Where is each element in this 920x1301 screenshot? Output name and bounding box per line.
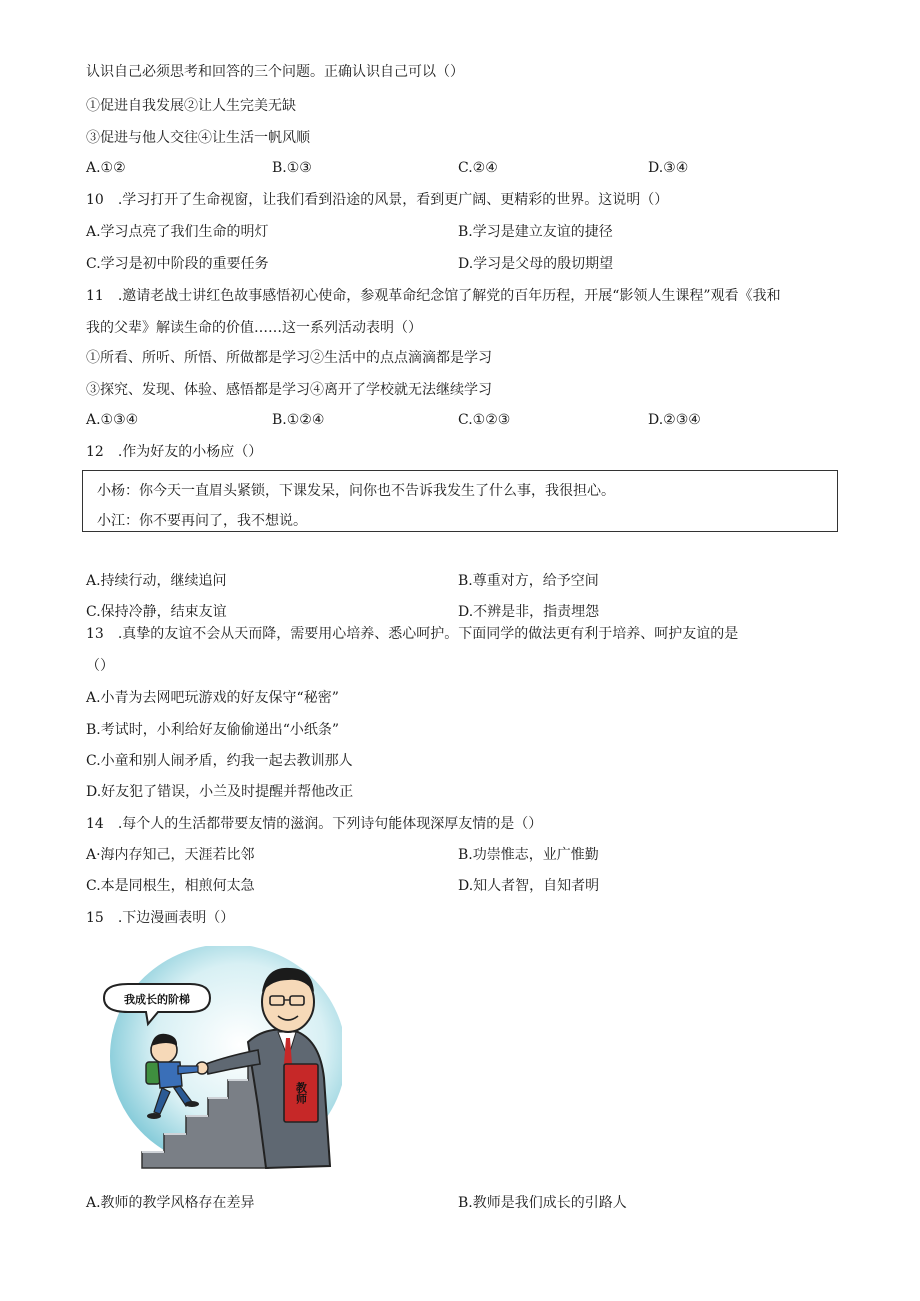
q14-option-d: D.知人者智，自知者明 [458,878,600,894]
book-label: 教师 [294,1082,308,1104]
speech-bubble-text: 我成长的阶梯 [124,993,190,1006]
q15-stem: 15 .下边漫画表明（） [86,910,235,926]
q11-option-d: D.②③④ [648,412,701,428]
q15-option-b: B.教师是我们成长的引路人 [458,1195,627,1211]
q10-option-d: D.学习是父母的殷切期望 [458,256,614,272]
q10-option-a: A.学习点亮了我们生命的明灯 [86,224,269,240]
q13-stem-line-1: 13 .真挚的友谊不会从天而降，需要用心培养、悉心呵护。下面同学的做法更有利于培养、呵护友谊的是 [86,626,739,642]
q12-option-d: D.不辨是非，指责埋怨 [458,604,600,620]
q11-stem-line-2: 我的父辈》解读生命的价值……这一系列活动表明（） [86,320,422,336]
q10-option-c: C.学习是初中阶段的重要任务 [86,256,269,272]
q13-option-d: D.好友犯了错误，小兰及时提醒并帮他改正 [86,784,354,800]
q12-stem: 12 .作为好友的小杨应（） [86,444,263,460]
q9-option-d: D.③④ [648,160,689,176]
comic-illustration [98,946,342,1178]
q14-option-b: B.功崇惟志，业广惟勤 [458,847,599,863]
dialogue-line-xiaojiang: 小江：你不要再问了，我不想说。 [97,513,307,529]
q12-option-c: C.保持冷静，结束友谊 [86,604,227,620]
q13-stem-line-2: （） [86,658,114,674]
q14-stem: 14 .每个人的生活都带要友情的滋润。下列诗句能体现深厚友情的是（） [86,816,543,832]
q11-item-2: ③探究、发现、体验、感悟都是学习④离开了学校就无法继续学习 [86,382,492,398]
dialogue-box [82,470,838,532]
q9-item-1: ①促进自我发展②让人生完美无缺 [86,98,296,114]
q9-stem: 认识自己必须思考和回答的三个问题。正确认识自己可以（） [86,64,464,80]
q11-stem-line-1: 11 .邀请老战士讲红色故事感悟初心使命，参观革命纪念馆了解党的百年历程，开展“影领人生课程”观看《我和 [86,288,781,304]
q9-option-c: C.②④ [458,160,498,176]
dialogue-line-xiaoyang: 小杨：你今天一直眉头紧锁，下课发呆，问你也不告诉我发生了什么事，我很担心。 [97,483,615,499]
q13-option-c: C.小童和别人闹矛盾，约我一起去教训那人 [86,753,353,769]
q9-option-b: B.①③ [272,160,312,176]
q14-option-c: C.本是同根生，相煎何太急 [86,878,255,894]
q12-option-b: B.尊重对方，给予空间 [458,573,599,589]
book-icon [284,1064,318,1122]
q11-option-c: C.①②③ [458,412,511,428]
q13-option-a: A.小青为去网吧玩游戏的好友保守“秘密” [86,690,339,706]
q14-option-a: A·海内存知己，天涯若比邻 [86,847,255,863]
q9-option-a: A.①② [86,160,126,176]
q12-option-a: A.持续行动，继续追问 [86,573,227,589]
q9-item-2: ③促进与他人交往④让生活一帆风顺 [86,130,310,146]
q15-option-a: A.教师的教学风格存在差异 [86,1195,255,1211]
q10-stem: 10 .学习打开了生命视窗，让我们看到沿途的风景，看到更广阔、更精彩的世界。这说明（） [86,192,669,208]
q11-option-b: B.①②④ [272,412,325,428]
q11-item-1: ①所看、所听、所悟、所做都是学习②生活中的点点滴滴都是学习 [86,350,492,366]
q10-option-b: B.学习是建立友谊的捷径 [458,224,613,240]
q13-option-b: B.考试时，小利给好友偷偷递出“小纸条” [86,722,340,738]
q11-option-a: A.①③④ [86,412,139,428]
